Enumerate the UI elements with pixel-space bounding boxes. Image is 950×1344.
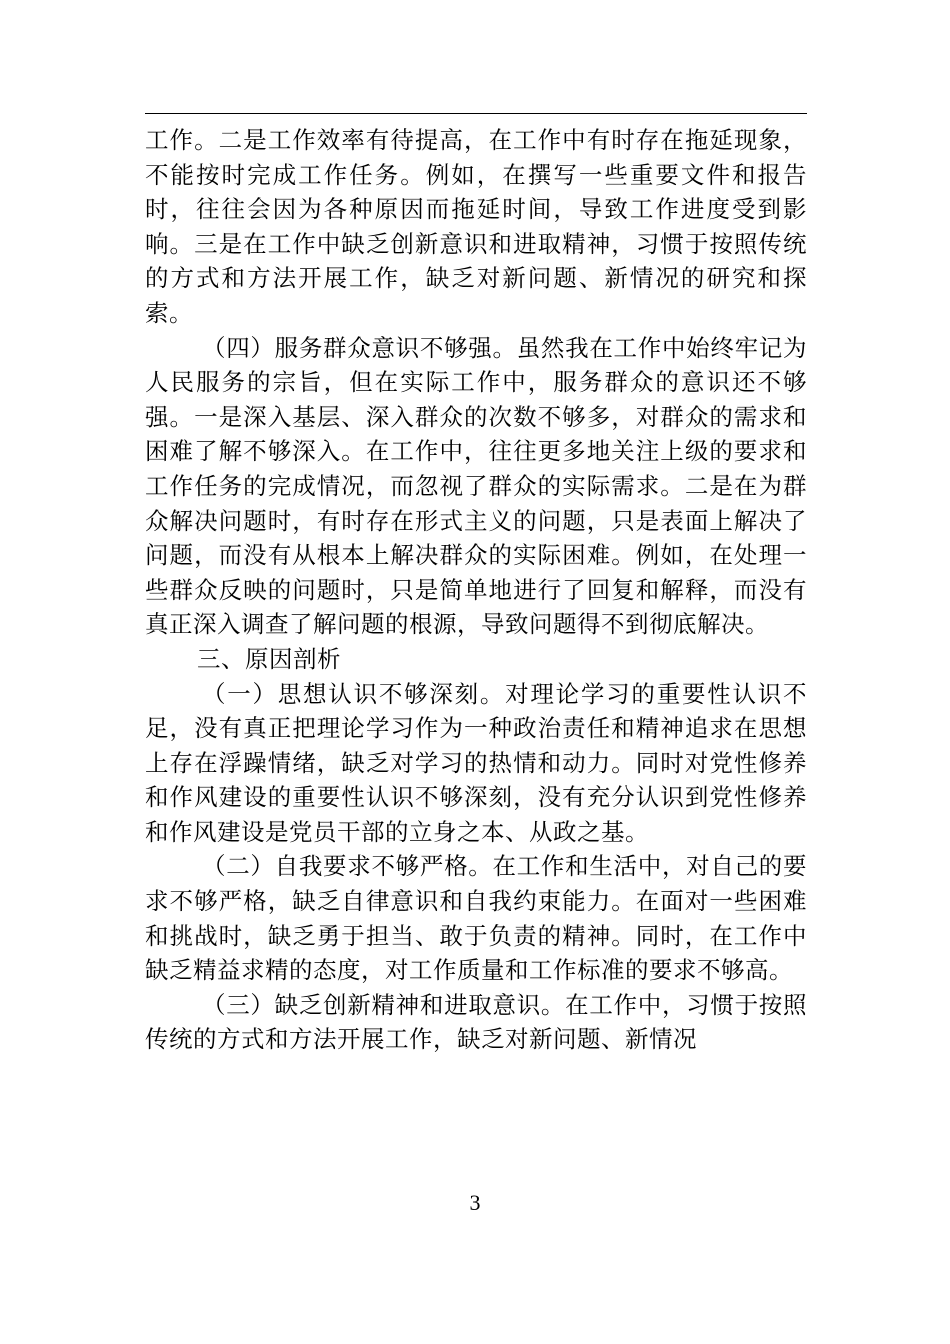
document-body (145, 123, 807, 1057)
section-heading-cause-analysis: 三、原因剖析 (197, 644, 341, 673)
paragraph-continued: 工作。二是工作效率有待提高，在工作中有时存在拖延现象，不能按时完成工作任务。例如，在撰写一些重要文件和报告时，往往会因为各种原因而拖延时间，导致工作进度受到影响。三是在工作中缺乏创新意识和进取精神，习惯于按照传统的方式和方法开展工作，缺乏对新问题、新情况的研究和探索。 (145, 126, 807, 327)
paragraph-service-awareness: （四）服务群众意识不够强。虽然我在工作中始终牢记为人民服务的宗旨，但在实际工作中，服务群众的意识还不够强。一是深入基层、深入群众的次数不够多，对群众的需求和困难了解不够深入。在工作中，往往更多地关注上级的要求和工作任务的完成情况，而忽视了群众的实际需求。二是在为群众解决问题时，有时存在形式主义的问题，只是表面上解决了问题，而没有从根本上解决群众的实际困难。例如，在处理一些群众反映的问题时，只是简单地进行了回复和解释，而没有真正深入调查了解问题的根源，导致问题得不到彻底解决。 (145, 333, 807, 639)
page-number: 3 (469, 1190, 481, 1215)
paragraph-innovation-spirit: （三）缺乏创新精神和进取意识。在工作中，习惯于按照传统的方式和方法开展工作，缺乏对新问题、新情况 (145, 990, 807, 1054)
header-rule (145, 113, 807, 114)
paragraph-ideological-understanding: （一）思想认识不够深刻。对理论学习的重要性认识不足，没有真正把理论学习作为一种政治责任和精神追求在思想上存在浮躁情绪，缺乏对学习的热情和动力。同时对党性修养和作风建设的重要性认识不够深刻，没有充分认识到党性修养和作风建设是党员干部的立身之本、从政之基。 (145, 679, 807, 846)
paragraph-self-requirements: （二）自我要求不够严格。在工作和生活中，对自己的要求不够严格，缺乏自律意识和自我约束能力。在面对一些困难和挑战时，缺乏勇于担当、敢于负责的精神。同时，在工作中缺乏精益求精的态度，对工作质量和工作标准的要求不够高。 (145, 852, 807, 985)
